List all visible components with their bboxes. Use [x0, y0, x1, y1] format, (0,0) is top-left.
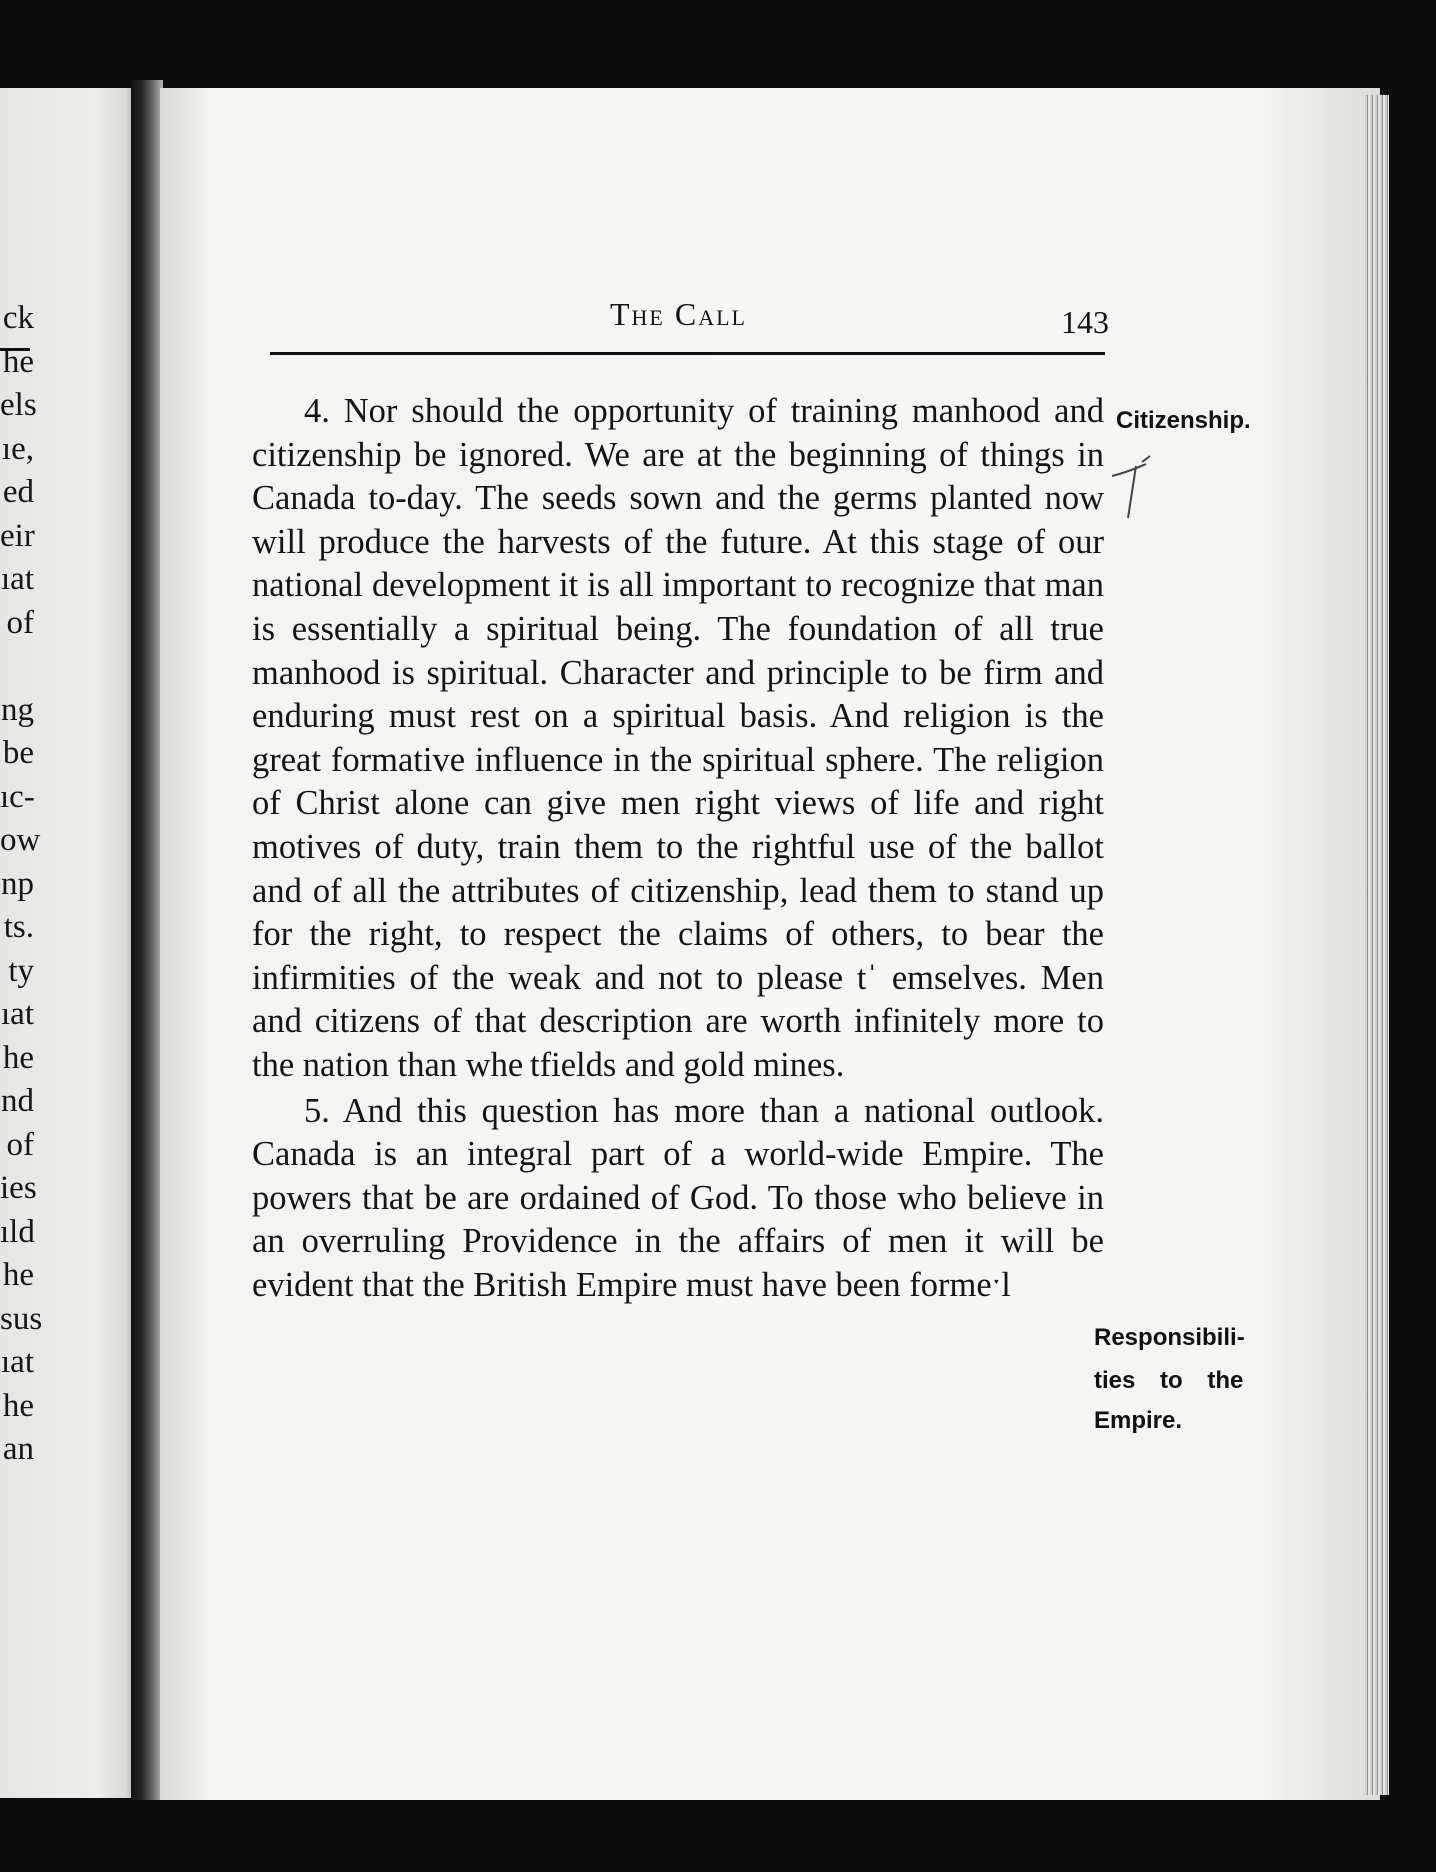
left-page-fragment: ow [0, 822, 41, 858]
left-page-fragment: sus [0, 1300, 43, 1337]
left-page-fragment: ts. [3, 909, 34, 945]
margin-note-responsibilities-line-3: Empire. [1094, 1407, 1183, 1434]
left-page-fragment: ty [8, 952, 34, 989]
body-text [252, 390, 1104, 1307]
page-edge [1365, 95, 1389, 1795]
left-page-fragment: ıe, [1, 430, 34, 467]
margin-note-responsibilities-line-2: ties to the [1094, 1367, 1244, 1394]
left-page-fragment: np [1, 865, 34, 902]
paragraph-5: 5. And this question has more than a national outlook. Canada is an integral part of a world-wide Empire. The powers that be are ordained of God. To those who believe in an overruling Providence in the affairs of men it will be evident that the British Empire must have been formeˑl [252, 1091, 1104, 1304]
left-page [0, 88, 140, 1798]
left-page-fragment: he [2, 1039, 34, 1076]
left-page-fragment: els [0, 387, 37, 423]
left-page-fragment: ck [2, 300, 34, 336]
running-header [270, 296, 1109, 355]
left-page-fragment: he [2, 1387, 34, 1424]
left-page-fragment: ies [0, 1170, 37, 1206]
left-page-fragment: of [6, 1126, 34, 1163]
left-page-fragment: ıc- [0, 778, 35, 815]
left-page-fragment: be [2, 735, 34, 771]
margin-note-citizenship: Citizenship. [1116, 407, 1251, 434]
running-title: The Call [610, 296, 747, 332]
left-page-fragment: ed [2, 474, 34, 510]
paragraph-4: 4. Nor should the opportunity of training manhood and citizenship be ignored. We are at the beginning of things in Canada to-day. The seeds sown and the germs planted now will produce the harvests of the future. At this stage of our national development it is all important to recognize that man is essentially a spiritual being. The foundation of all true manhood is spiritual. Character and principle to be firm and enduring must rest on a spiritual basis. And religion is the great formative influence in the spiritual sphere. The religion of Christ alone can give men right views of life and right motives of duty, train them to the rightful use of the ballot and of all the attributes of citizenship, lead them to stand up for the right, to respect the claims of others, to bear the infirmities of the weak and not to please tˈ emselves. Men and citizens of that description are worth infinitely more to the nation than whe tfields and gold mines. [252, 392, 1104, 1084]
left-page-fragment: an [2, 1431, 34, 1467]
margin-note-responsibilities-line-1: Responsibili- [1094, 1324, 1245, 1351]
left-page-fragment: he [2, 1257, 34, 1293]
left-page-fragment: he [2, 343, 34, 380]
left-page-fragment: of [6, 604, 34, 641]
left-page-fragment: nd [1, 1083, 34, 1119]
book-gutter [131, 80, 163, 1800]
left-page-fragment: ng [1, 691, 34, 728]
left-page-fragment: ıat [1, 996, 34, 1032]
left-page-fragment: ıat [1, 561, 34, 597]
left-page-fragment: eir [0, 517, 35, 554]
pencil-mark-icon [1106, 452, 1176, 522]
left-page-fragment: ıld [0, 1213, 35, 1250]
page-number: 143 [1061, 304, 1109, 340]
left-page-fragment: ıat [1, 1344, 34, 1380]
